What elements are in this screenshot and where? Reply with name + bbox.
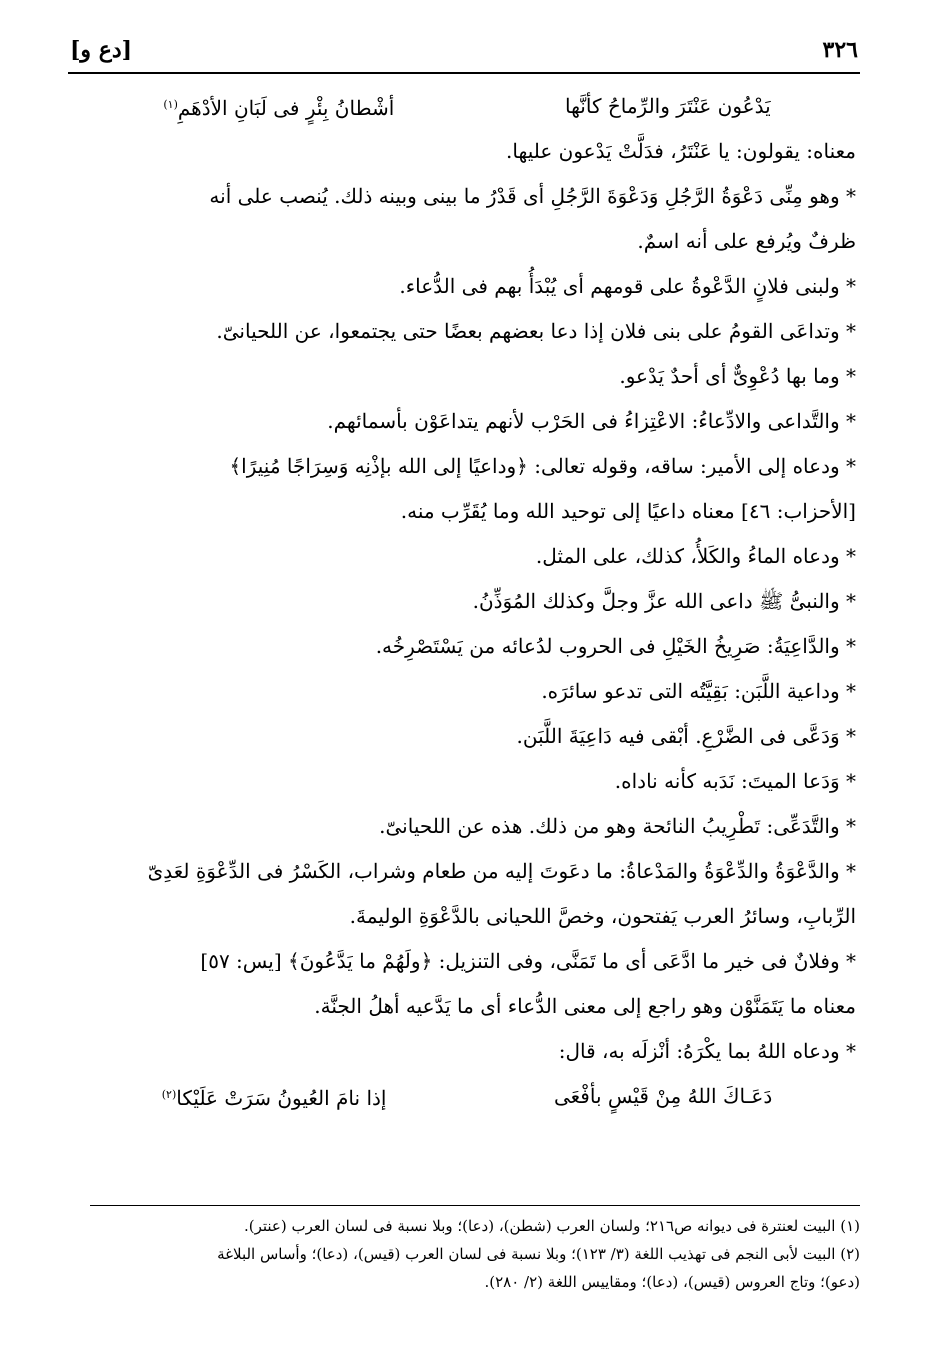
- main-text: [78, 84, 856, 1119]
- text-line: * ودعاه إلى الأمير: ساقه، وقوله تعالى: ﴿وداعيًا إلى الله بإذْنِه وَسِرَاجًا مُنِيرًا﴾: [229, 454, 856, 478]
- text-line: * ودعاه الماءُ والكَلأُ، كذلك، على المثل.: [535, 544, 856, 568]
- footnotes: [90, 1212, 860, 1296]
- text-line: * والنبىُّ ﷺ داعى الله عزَّ وجلَّ وكذلك المُوَذِّنُ.: [472, 589, 856, 613]
- page-header: [70, 30, 858, 70]
- verse-2-hemistich-1: دَعَـاكَ اللهُ مِنْ قَيْسٍ بأفْعَى: [553, 1084, 773, 1108]
- text-line: * وفلانٌ فى خير ما ادَّعَى أى ما تَمَنَّى، وفى التنزيل: ﴿ولَهُمْ ما يَدَّعُونَ﴾ [يس: ٥٧]: [200, 949, 856, 973]
- footnote-2: (٢) البيت لأبى النجم فى تهذيب اللغة (٣/ ١٢٣)؛ وبلا نسبة فى لسان العرب (قيس)، (دعا)؛ وأساس البلاغة: [217, 1245, 860, 1263]
- text-line: * والتَّداعى والادِّعاءُ: الاعْتِزاءُ فى الحَرْب لأنهم يتداعَوْن بأسمائهم.: [327, 409, 856, 433]
- text-line: * ولبنى فلانٍ الدَّعْوةُ على قومهم أى يُبْدَأُ بهم فى الدُّعاء.: [399, 274, 856, 298]
- text-line: ظرفٌ ويُرفع على أنه اسمٌ.: [637, 229, 856, 253]
- text-line: * والتَّدَعِّى: تَطْرِيبُ النائحة وهو من ذلك. هذه عن اللحيانىّ.: [379, 814, 856, 838]
- verse-1: [78, 84, 856, 129]
- verse-1-hemistich-1: يَدْعُون عَنْتَرَ والرِّماحُ كأنَّها: [564, 94, 771, 118]
- footnote-ref-1: (١): [163, 97, 178, 111]
- footnote-1: (١) البيت لعنترة فى ديوانه ص٢١٦؛ ولسان العرب (شطن)، (دعا)؛ وبلا نسبة فى لسان العرب (عنتر).: [243, 1217, 860, 1235]
- text-line: * وَدَعا الميتَ: نَدَبه كأنه ناداه.: [614, 769, 856, 793]
- text-line: * وما بها دُعْوِىٌّ أى أحدٌ يَدْعو.: [619, 364, 856, 388]
- text-line: * والدَّعْوَةُ والدِّعْوَةُ والمَدْعاةُ: ما دعَوتَ إليه من طعام وشراب، الكَسْرُ فى الدِّعْوَةِ لعَدِىّ: [147, 859, 856, 883]
- text-line: * والدَّاعِيَةُ: صَرِيخُ الخَيْلِ فى الحروب لدُعائه من يَسْتَصْرِخُه.: [375, 634, 856, 658]
- footnote-rule: [90, 1205, 860, 1206]
- text-line: معناه: يقولون: يا عَنْتَرُ، فدَلَّتْ يَدْعون عليها.: [506, 139, 856, 163]
- text-line: * وداعية اللَّبَن: بَقِيَّتُه التى تدعو سائرَه.: [541, 679, 856, 703]
- verse-2-hemistich-2: إذا نامَ العُيونُ سَرَتْ عَلَيْكا$^{(٢)}$: [161, 1086, 387, 1111]
- entry-root: [دع و]: [70, 37, 133, 63]
- verse-1-hemistich-2: أشْطانُ بِئْرٍ فى لَبَانِ الأدْهَمِ$^{(١)}$: [163, 96, 395, 121]
- text-line: * وَدَعَّى فى الضَّرْعِ. أبْقى فيه دَاعِيَةَ اللَّبَن.: [516, 724, 856, 748]
- text-line: معناه ما يَتَمَنَّوْن وهو راجع إلى معنى الدُّعاء أى ما يَدَّعيه أهلُ الجنَّة.: [314, 994, 856, 1018]
- verse-2: [78, 1074, 856, 1119]
- page-number: ٣٢٦: [822, 37, 858, 63]
- text-line: [الأحزاب: ٤٦] معناه داعيًا إلى توحيد الله وما يُقَرِّب منه.: [400, 499, 856, 523]
- header-rule: [68, 72, 860, 74]
- text-line: * وتداعَى القومُ على بنى فلان إذا دعا بعضهم بعضًا حتى يجتمعوا، عن اللحيانىّ.: [216, 319, 856, 343]
- text-line: * وهو مِنِّى دَعْوَةُ الرَّجُلِ وَدَعْوَةَ الرَّجُلِ أى قَدْرُ ما بينى وبينه ذلك. يُنصب على أنه: [209, 184, 856, 208]
- text-line: الرِّبابِ، وسائرُ العرب يَفتحون، وخصَّ اللحيانى بالدَّعْوَةِ الوليمةَ.: [349, 904, 856, 928]
- footnote-2-continued: (دعو)؛ وتاج العروس (قيس)، (دعا)؛ ومقاييس اللغة (٢/ ٢٨٠).: [484, 1273, 860, 1291]
- text-line: * ودعاه اللهُ بما يكْرَهُ: أنْزلَه به، قال:: [558, 1039, 856, 1063]
- footnote-ref-2: (٢): [161, 1087, 177, 1101]
